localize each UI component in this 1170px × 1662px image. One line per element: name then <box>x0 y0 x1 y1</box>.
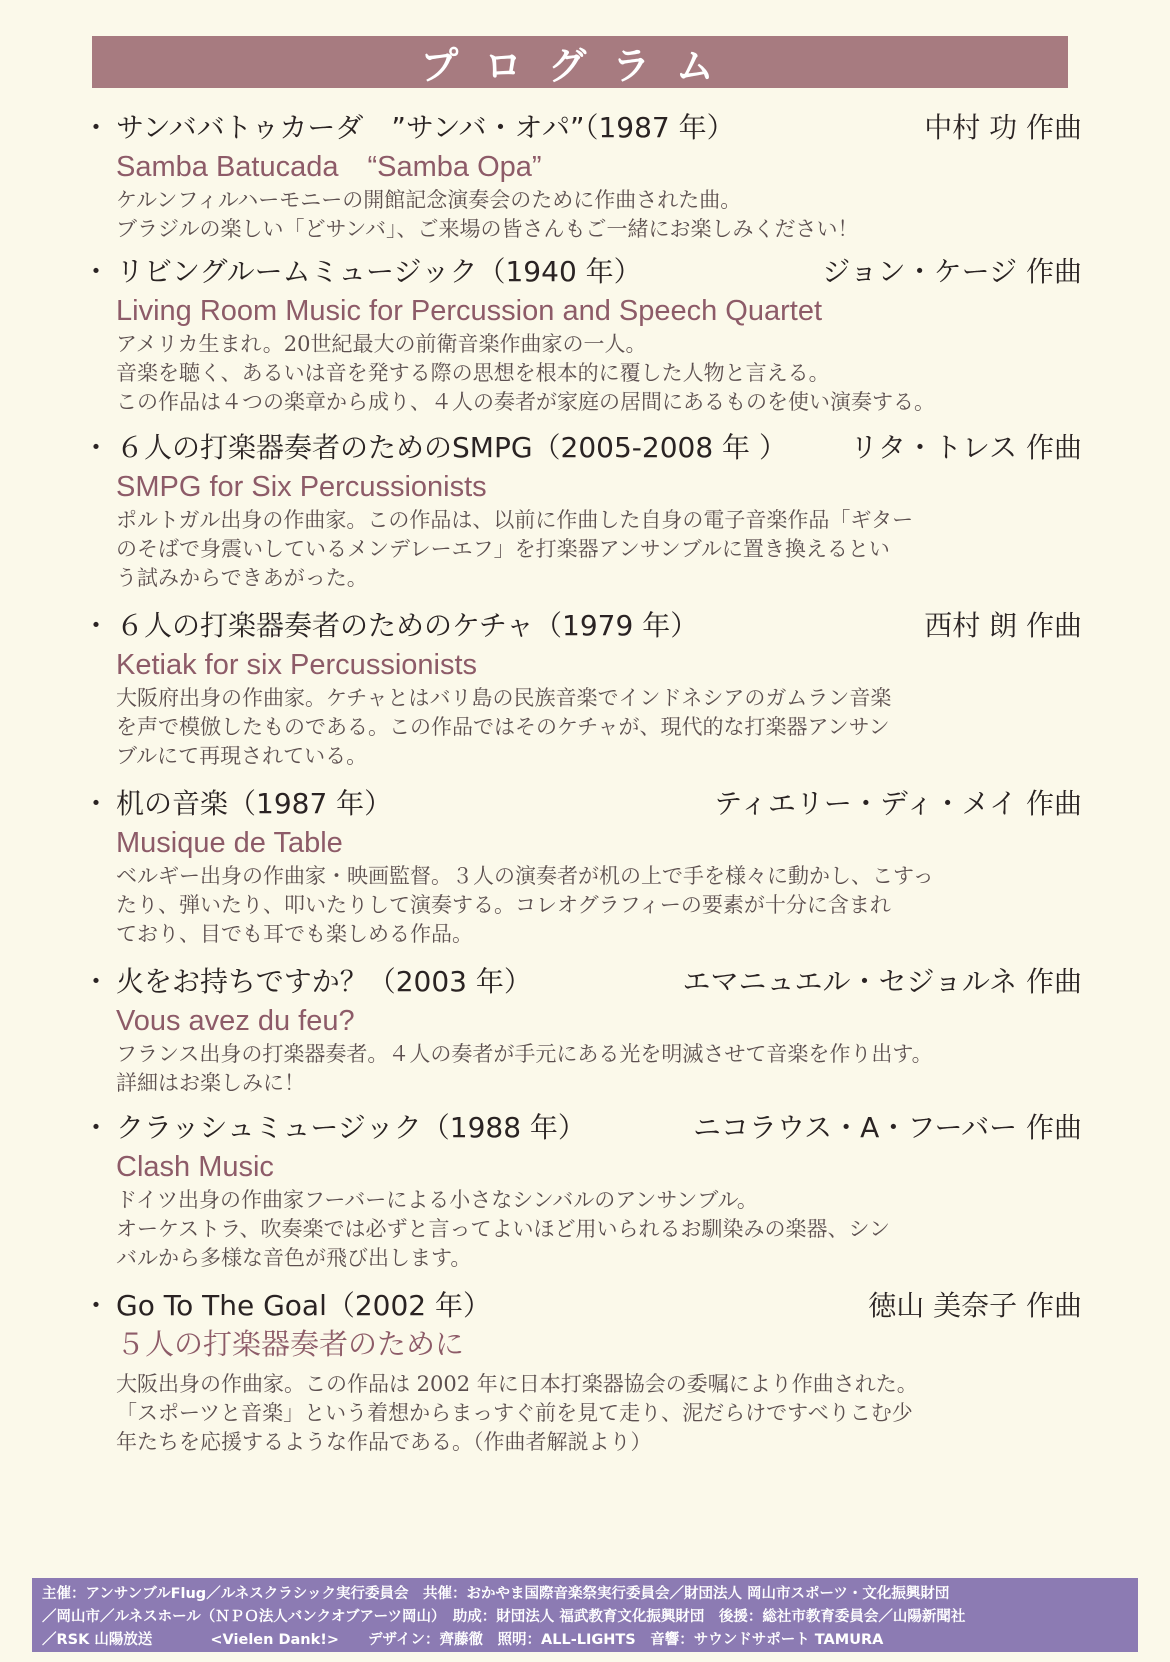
description-line: ポルトガル出身の作曲家。この作品は、以前に作曲した自身の電子音楽作品「ギター <box>116 508 914 532</box>
page-title: プログラム <box>420 43 740 88</box>
program-title: ・ サンババトゥカーダ ”サンバ・オパ”（1987 年） <box>82 111 735 144</box>
program-title: ・ ６人の打楽器奏者のためのSMPG（2005-2008 年 ） <box>82 431 787 464</box>
program-item <box>82 784 1082 949</box>
program-title-row <box>82 1108 1082 1148</box>
bullet-icon: ・ <box>82 111 111 144</box>
program-item <box>82 606 1082 771</box>
program-title: ・ ６人の打楽器奏者のためのケチャ（1979 年） <box>82 609 699 642</box>
program-composer: ジョン・ケージ 作曲 <box>822 255 1082 288</box>
program-description <box>116 506 1076 593</box>
program-item <box>82 1286 1082 1457</box>
bullet-icon: ・ <box>82 431 111 464</box>
program-description <box>116 862 1076 949</box>
program-item <box>82 252 1082 417</box>
bullet-icon: ・ <box>82 1111 111 1144</box>
program-description <box>116 330 1076 417</box>
program-composer: リタ・トレス 作曲 <box>849 431 1082 464</box>
description-line: ブルにて再現されている。 <box>116 744 368 768</box>
bullet-icon: ・ <box>82 1289 111 1322</box>
program-title-row <box>82 252 1082 292</box>
description-line: う試みからできあがった。 <box>116 566 368 590</box>
program-item <box>82 962 1082 1098</box>
program-subtitle: Samba Batucada “Samba Opa” <box>116 151 542 183</box>
program-title-row <box>82 1286 1082 1326</box>
program-description <box>116 186 1076 244</box>
description-line: 大阪出身の作曲家。この作品は 2002 年に日本打楽器協会の委嘱により作曲された。 <box>116 1372 918 1396</box>
credits-bar <box>32 1578 1138 1652</box>
program-subtitle: Vous avez du feu? <box>116 1005 355 1037</box>
program-title: ・ 机の音楽（1987 年） <box>82 787 393 820</box>
description-line: 「スポーツと音楽」という着想からまっすぐ前を見て走り、泥だらけですべりこむ少 <box>116 1401 913 1425</box>
program-composer: 徳山 美奈子 作曲 <box>868 1289 1082 1322</box>
program-composer: 西村 朗 作曲 <box>924 609 1082 642</box>
description-line: のそばで身震いしているメンデレーエフ」を打楽器アンサンブルに置き換えるとい <box>116 537 890 561</box>
description-line: バルから多様な音色が飛び出します。 <box>116 1246 472 1270</box>
description-line: 詳細はお楽しみに！ <box>116 1071 305 1095</box>
program-title: ・ Go To The Goal（2002 年） <box>82 1289 492 1322</box>
program-composer: ティエリー・ディ・メイ 作曲 <box>714 787 1082 820</box>
bullet-icon: ・ <box>82 255 111 288</box>
credits-line: ／岡山市／ルネスホール（ＮＰＯ法人バンクオブアーツ岡山） 助成：財団法人 福武教育文化振興財団 後援：総社市教育委員会／山陽新聞社 <box>42 1609 966 1625</box>
program-title: ・ 火をお持ちですか？（2003 年） <box>82 965 532 998</box>
program-item <box>82 428 1082 593</box>
program-title-row <box>82 962 1082 1002</box>
credits-line: ／RSK 山陽放送 <Vielen Dank!> デザイン：齊藤徹 照明：ALL-LIGHTS 音響：サウンドサポート TAMURA <box>42 1632 884 1648</box>
credits-line: 主催：アンサンブルFlug／ルネスクラシック実行委員会 共催：おかやま国際音楽祭実行委員会／財団法人 岡山市スポーツ・文化振興財団 <box>42 1586 950 1602</box>
description-line: を声で模倣したものである。この作品ではそのケチャが、現代的な打楽器アンサン <box>116 715 890 739</box>
program-header-bar <box>92 36 1068 88</box>
program-item <box>82 1108 1082 1273</box>
description-line: ており、目でも耳でも楽しめる作品。 <box>116 922 473 946</box>
description-line: たり、弾いたり、叩いたりして演奏する。コレオグラフィーの要素が十分に含まれ <box>116 893 891 917</box>
program-description <box>116 1040 1076 1098</box>
program-title-row <box>82 784 1082 824</box>
bullet-icon: ・ <box>82 787 111 820</box>
program-title: ・ クラッシュミュージック（1988 年） <box>82 1111 586 1144</box>
description-line: オーケストラ、吹奏楽では必ずと言ってよいほど用いられるお馴染みの楽器、シン <box>116 1217 890 1241</box>
program-composer: 中村 功 作曲 <box>924 111 1082 144</box>
bullet-icon: ・ <box>82 609 111 642</box>
bullet-icon: ・ <box>82 965 111 998</box>
program-subtitle: SMPG for Six Percussionists <box>116 471 487 503</box>
program-description <box>116 1370 1076 1457</box>
program-subtitle: ５人の打楽器奏者のために <box>116 1329 465 1361</box>
program-subtitle: Musique de Table <box>116 827 343 859</box>
program-subtitle: Living Room Music for Percussion and Speech Quartet <box>116 295 823 327</box>
program-title: ・ リビングルームミュージック（1940 年） <box>82 255 642 288</box>
program-subtitle: Ketiak for six Percussionists <box>116 649 478 681</box>
description-line: フランス出身の打楽器奏者。４人の奏者が手元にある光を明滅させて音楽を作り出す。 <box>116 1042 933 1066</box>
description-line: ベルギー出身の作曲家・映画監督。３人の演奏者が机の上で手を様々に動かし、こすっ <box>116 864 934 888</box>
program-subtitle: Clash Music <box>116 1151 274 1183</box>
description-line: この作品は４つの楽章から成り、４人の奏者が家庭の居間にあるものを使い演奏する。 <box>116 390 935 414</box>
program-composer: エマニュエル・セジョルネ 作曲 <box>682 965 1082 998</box>
program-title-row <box>82 108 1082 148</box>
description-line: ドイツ出身の作曲家フーバーによる小さなシンバルのアンサンブル。 <box>116 1188 758 1212</box>
program-item <box>82 108 1082 244</box>
description-line: 音楽を聴く、あるいは音を発する際の思想を根本的に覆した人物と言える。 <box>116 361 830 385</box>
program-description <box>116 1186 1076 1273</box>
description-line: ブラジルの楽しい「どサンバ」、ご来場の皆さんもご一緒にお楽しみください！ <box>116 217 859 241</box>
program-title-row <box>82 428 1082 468</box>
program-description <box>116 684 1076 771</box>
program-title-row <box>82 606 1082 646</box>
program-composer: ニコラウス・A・フーバー 作曲 <box>693 1111 1082 1144</box>
description-line: 大阪府出身の作曲家。ケチャとはバリ島の民族音楽でインドネシアのガムラン音楽 <box>116 686 892 710</box>
description-line: 年たちを応援するような作品である。（作曲者解説より） <box>116 1430 652 1454</box>
description-line: ケルンフィルハーモニーの開館記念演奏会のために作曲された曲。 <box>116 188 742 212</box>
description-line: アメリカ生まれ。20世紀最大の前衛音楽作曲家の一人。 <box>116 332 647 356</box>
